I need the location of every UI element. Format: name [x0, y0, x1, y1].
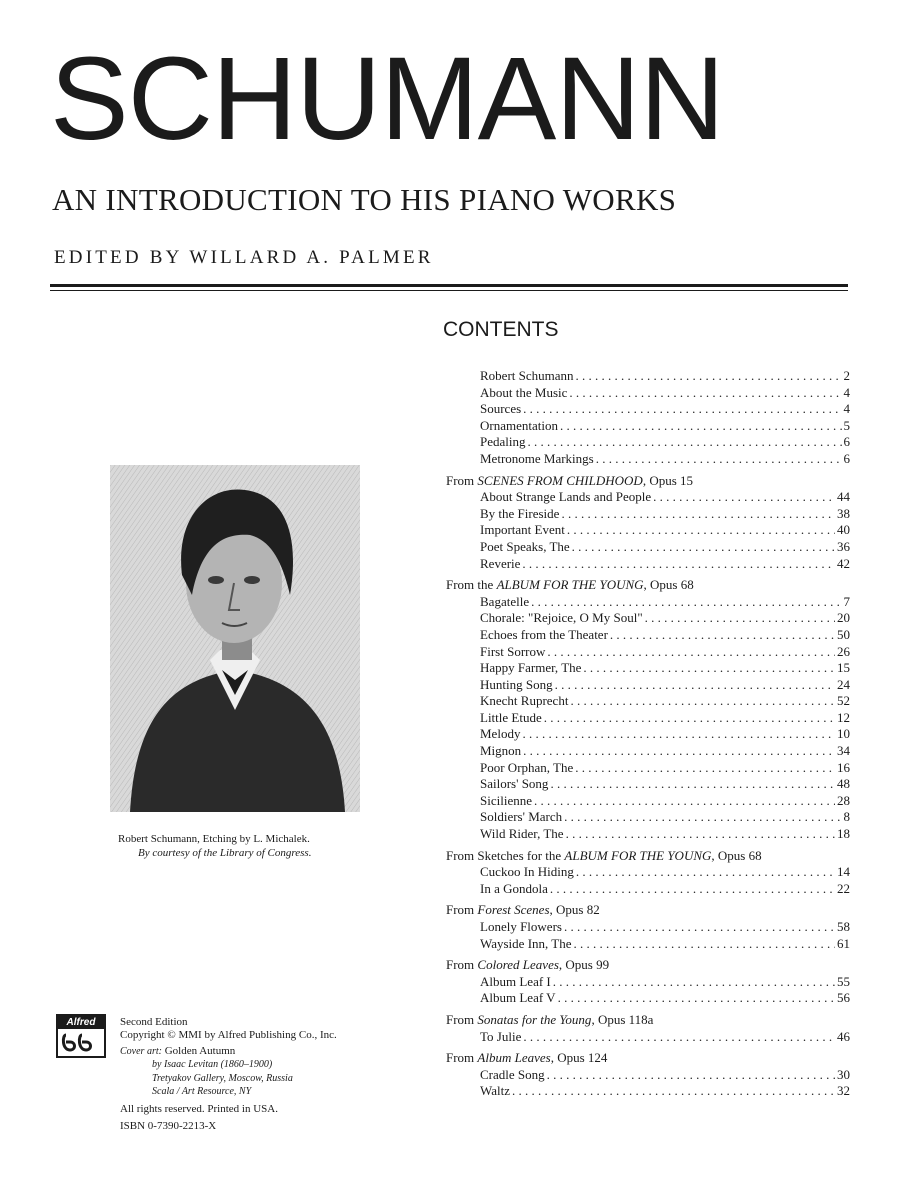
toc-entry-title: Melody [480, 726, 521, 742]
cover-art-gallery: Tretyakov Gallery, Moscow, Russia [152, 1072, 293, 1084]
toc-leader-dots [560, 418, 842, 435]
toc-entry-title: Sources [480, 401, 522, 417]
toc-entry-page: 16 [837, 759, 850, 775]
toc-entry-page: 36 [837, 538, 850, 554]
toc-leader-dots [653, 489, 835, 506]
toc-entry-page: 28 [837, 792, 850, 808]
toc-group-heading [446, 577, 850, 594]
toc-entry-title: First Sorrow [480, 643, 546, 659]
toc-entry [446, 1029, 850, 1046]
isbn-text: ISBN 0-7390-2213-X [120, 1119, 217, 1132]
toc-group-heading [446, 473, 850, 490]
toc-entry [446, 919, 850, 936]
toc-leader-dots [523, 1029, 835, 1046]
toc-group-prefix: From the [446, 577, 497, 593]
toc-entry-page: 34 [837, 743, 850, 759]
toc-entry-page: 58 [837, 919, 850, 934]
toc-leader-dots [645, 610, 835, 627]
toc-leader-dots [522, 556, 835, 573]
toc-entry-page: 24 [837, 676, 850, 692]
toc-entry [446, 760, 850, 777]
toc-group [446, 473, 850, 573]
toc-group-prefix: From [446, 902, 478, 918]
toc-entry-title: Echoes from the Theater [480, 626, 608, 642]
toc-entry [446, 539, 850, 556]
toc-group-prefix: From [446, 1011, 478, 1027]
toc-entry-page: 50 [837, 626, 850, 642]
caption-line-1: Robert Schumann, Etching by L. Michalek. [118, 833, 310, 845]
toc-group-opus: , Opus 118a [591, 1011, 654, 1027]
toc-leader-dots [575, 760, 835, 777]
toc-entry [446, 1067, 850, 1084]
toc-entry-title: About Strange Lands and People [480, 489, 652, 505]
toc-entry-page: 61 [837, 935, 850, 951]
toc-entry [446, 726, 850, 743]
toc-entry-page: 2 [843, 368, 850, 383]
toc-group-opus: , Opus 68 [711, 847, 762, 863]
toc-entry-title: Mignon [480, 743, 522, 759]
toc-leader-dots [570, 693, 835, 710]
toc-entry-page: 48 [837, 776, 850, 792]
toc-entry-title: Important Event [480, 522, 565, 538]
toc-group-work: Colored Leaves [477, 957, 559, 973]
toc-entry-page: 8 [843, 809, 850, 825]
toc-entry [446, 936, 850, 953]
toc-entry-title: Lonely Flowers [480, 919, 562, 934]
toc-leader-dots [566, 826, 835, 843]
toc-entry-title: Album Leaf I [480, 973, 551, 989]
toc-group-prefix: From [446, 1050, 478, 1066]
toc-entry [446, 522, 850, 539]
toc-entry [446, 627, 850, 644]
toc-entry-page: 20 [837, 610, 850, 626]
cover-art-label: Cover art: [120, 1045, 162, 1057]
cover-art-title: Golden Autumn [164, 1044, 236, 1057]
toc-entry [446, 710, 850, 727]
edition-text: Second Edition [120, 1016, 188, 1028]
toc-entry [446, 677, 850, 694]
toc-entry-page: 6 [843, 434, 850, 450]
toc-entry-title: Ornamentation [480, 417, 558, 433]
toc-entry-title: Wayside Inn, The [480, 935, 572, 951]
toc-entry-title: Wild Rider, The [480, 826, 564, 842]
toc-leader-dots [553, 974, 835, 991]
toc-entry-page: 42 [837, 555, 850, 571]
toc-entry-page: 18 [837, 826, 850, 842]
toc-entry [446, 489, 850, 506]
toc-entry-page: 15 [837, 660, 850, 676]
toc-entry-page: 30 [837, 1066, 850, 1082]
contents-heading: CONTENTS [443, 318, 559, 341]
toc-leader-dots [531, 594, 841, 611]
toc-entry-title: Hunting Song [480, 676, 553, 692]
toc-entry-title: Bagatelle [480, 593, 530, 609]
toc-leader-dots [561, 506, 835, 523]
toc-entry [446, 826, 850, 843]
logo-mark-icon [58, 1029, 104, 1056]
toc-group-prefix: From [446, 472, 478, 488]
toc-entry-page: 44 [837, 489, 850, 505]
toc-entry-title: Little Etude [480, 709, 542, 725]
toc-group-work: Forest Scenes [477, 902, 550, 918]
toc-entry [446, 660, 850, 677]
toc-leader-dots [522, 726, 835, 743]
toc-entry [446, 418, 850, 435]
toc-group-work: Album Leaves [477, 1050, 551, 1066]
toc-entry [446, 368, 850, 385]
toc-leader-dots [550, 881, 835, 898]
toc-entry-page: 56 [837, 990, 850, 1006]
toc-group [446, 902, 850, 952]
toc-leader-dots [547, 1067, 835, 1084]
toc-entry-title: Soldiers' March [480, 809, 563, 825]
toc-entry [446, 776, 850, 793]
editor-credit: EDITED BY WILLARD A. PALMER [54, 247, 434, 268]
toc-entry-title: Cradle Song [480, 1066, 545, 1082]
toc-leader-dots [550, 776, 835, 793]
header-rule-thick [50, 284, 848, 287]
toc-entry-title: Poet Speaks, The [480, 538, 570, 554]
toc-leader-dots [567, 522, 835, 539]
toc-group-prefix: From [446, 957, 478, 973]
toc-group-opus: , Opus 124 [550, 1050, 608, 1066]
toc-leader-dots [523, 401, 841, 418]
toc-entry-page: 46 [837, 1028, 850, 1044]
toc-group [446, 577, 850, 843]
toc-group-heading [446, 957, 850, 974]
toc-group-opus: , Opus 82 [549, 902, 600, 918]
rights-text: All rights reserved. Printed in USA. [120, 1103, 278, 1116]
toc-leader-dots [610, 627, 835, 644]
cover-art-credit: Scala / Art Resource, NY [152, 1086, 252, 1098]
toc-entry-page: 38 [837, 505, 850, 521]
book-subtitle: AN INTRODUCTION TO HIS PIANO WORKS [52, 182, 677, 217]
toc-leader-dots [564, 809, 841, 826]
toc-group-opus: , Opus 15 [642, 472, 694, 488]
toc-group-work: ALBUM FOR THE YOUNG [496, 577, 644, 593]
toc-entry [446, 594, 850, 611]
toc-entry-title: Chorale: "Rejoice, O My Soul" [480, 610, 643, 626]
toc-group-opus: , Opus 99 [558, 957, 610, 973]
toc-entry-page: 55 [837, 973, 850, 989]
toc-entry [446, 451, 850, 468]
toc-entry-title: Poor Orphan, The [480, 759, 574, 775]
toc-leader-dots [576, 864, 835, 881]
cover-art-line [120, 1045, 337, 1058]
toc-entry-title: Sailors' Song [480, 776, 549, 792]
toc-leader-dots [569, 385, 841, 402]
toc-leader-dots [547, 644, 835, 661]
toc-entry-title: Reverie [480, 555, 521, 571]
toc-leader-dots [574, 936, 836, 953]
toc-entry-title: Waltz [480, 1083, 510, 1099]
toc-group [446, 1050, 850, 1100]
toc-entry [446, 644, 850, 661]
toc-entry-page: 4 [843, 401, 850, 417]
toc-entry-title: Sicilienne [480, 792, 532, 808]
toc-entry-page: 7 [843, 593, 850, 609]
toc-entry-page: 6 [843, 450, 850, 466]
toc-entry [446, 1083, 850, 1100]
copyright-text: Copyright © MMI by Alfred Publishing Co., Inc. [120, 1029, 337, 1042]
toc-group-heading [446, 848, 850, 865]
toc-entry-page: 26 [837, 643, 850, 659]
toc-entry [446, 556, 850, 573]
toc-group-heading [446, 902, 850, 919]
toc-entry [446, 610, 850, 627]
toc-leader-dots [528, 434, 842, 451]
toc-entry-page: 52 [837, 693, 850, 709]
toc-entry-title: Metronome Markings [480, 450, 594, 466]
toc-entry-title: Pedaling [480, 434, 526, 450]
toc-leader-dots [572, 539, 835, 556]
caption-line-2: By courtesy of the Library of Congress. [138, 847, 312, 859]
publication-info [120, 1016, 337, 1133]
toc-entry-page: 5 [843, 417, 850, 433]
schumann-portrait-etching [110, 465, 360, 812]
toc-entry [446, 809, 850, 826]
toc-entry [446, 881, 850, 898]
toc-group [446, 848, 850, 898]
toc-entry-title: In a Gondola [480, 880, 548, 896]
toc-entry-title: Robert Schumann [480, 368, 574, 383]
toc-leader-dots [523, 743, 835, 760]
toc-entry [446, 793, 850, 810]
portrait-illustration [110, 465, 360, 812]
toc-entry-page: 22 [837, 880, 850, 896]
toc-group-work: SCENES FROM CHILDHOOD [477, 472, 643, 488]
toc-entry-title: Cuckoo In Hiding [480, 864, 574, 880]
toc-group-heading [446, 1050, 850, 1067]
toc-entry [446, 506, 850, 523]
toc-entry [446, 401, 850, 418]
toc-group-work: ALBUM FOR THE YOUNG [564, 847, 712, 863]
toc-group [446, 368, 850, 468]
toc-entry-page: 14 [837, 864, 850, 880]
toc-entry [446, 434, 850, 451]
toc-group [446, 1012, 850, 1045]
toc-entry-page: 10 [837, 726, 850, 742]
toc-entry-title: Album Leaf V [480, 990, 556, 1006]
cover-art-artist: by Isaac Levitan (1860–1900) [152, 1059, 273, 1071]
toc-leader-dots [558, 990, 835, 1007]
toc-entry [446, 693, 850, 710]
toc-leader-dots [564, 919, 835, 936]
toc-group-prefix: From Sketches for the [446, 847, 565, 863]
toc-group [446, 957, 850, 1007]
toc-entry-title: Happy Farmer, The [480, 660, 582, 676]
portrait-caption [118, 832, 311, 860]
book-title: SCHUMANN [50, 33, 724, 165]
toc-entry-title: To Julie [480, 1028, 522, 1044]
toc-leader-dots [583, 660, 835, 677]
toc-leader-dots [544, 710, 835, 727]
toc-entry-page: 4 [843, 384, 850, 400]
toc-leader-dots [576, 368, 842, 385]
toc-entry-title: About the Music [480, 384, 568, 400]
toc-leader-dots [534, 793, 835, 810]
toc-group-work: Sonatas for the Young [477, 1011, 592, 1027]
toc-leader-dots [555, 677, 835, 694]
toc-group-heading [446, 1012, 850, 1029]
toc-entry [446, 974, 850, 991]
toc-entry-title: Knecht Ruprecht [480, 693, 569, 709]
toc-entry [446, 990, 850, 1007]
toc-entry [446, 864, 850, 881]
toc-entry-title: By the Fireside [480, 505, 560, 521]
toc-leader-dots [512, 1083, 835, 1100]
toc-group-opus: , Opus 68 [643, 577, 694, 593]
toc-entry-page: 40 [837, 522, 850, 538]
header-rule-thin [50, 290, 848, 291]
table-of-contents [446, 368, 850, 1105]
alfred-logo [56, 1014, 106, 1058]
logo-text: Alfred [58, 1016, 104, 1029]
toc-entry-page: 32 [837, 1083, 850, 1099]
toc-entry-page: 12 [837, 709, 850, 725]
toc-entry [446, 385, 850, 402]
toc-entry [446, 743, 850, 760]
toc-leader-dots [596, 451, 842, 468]
